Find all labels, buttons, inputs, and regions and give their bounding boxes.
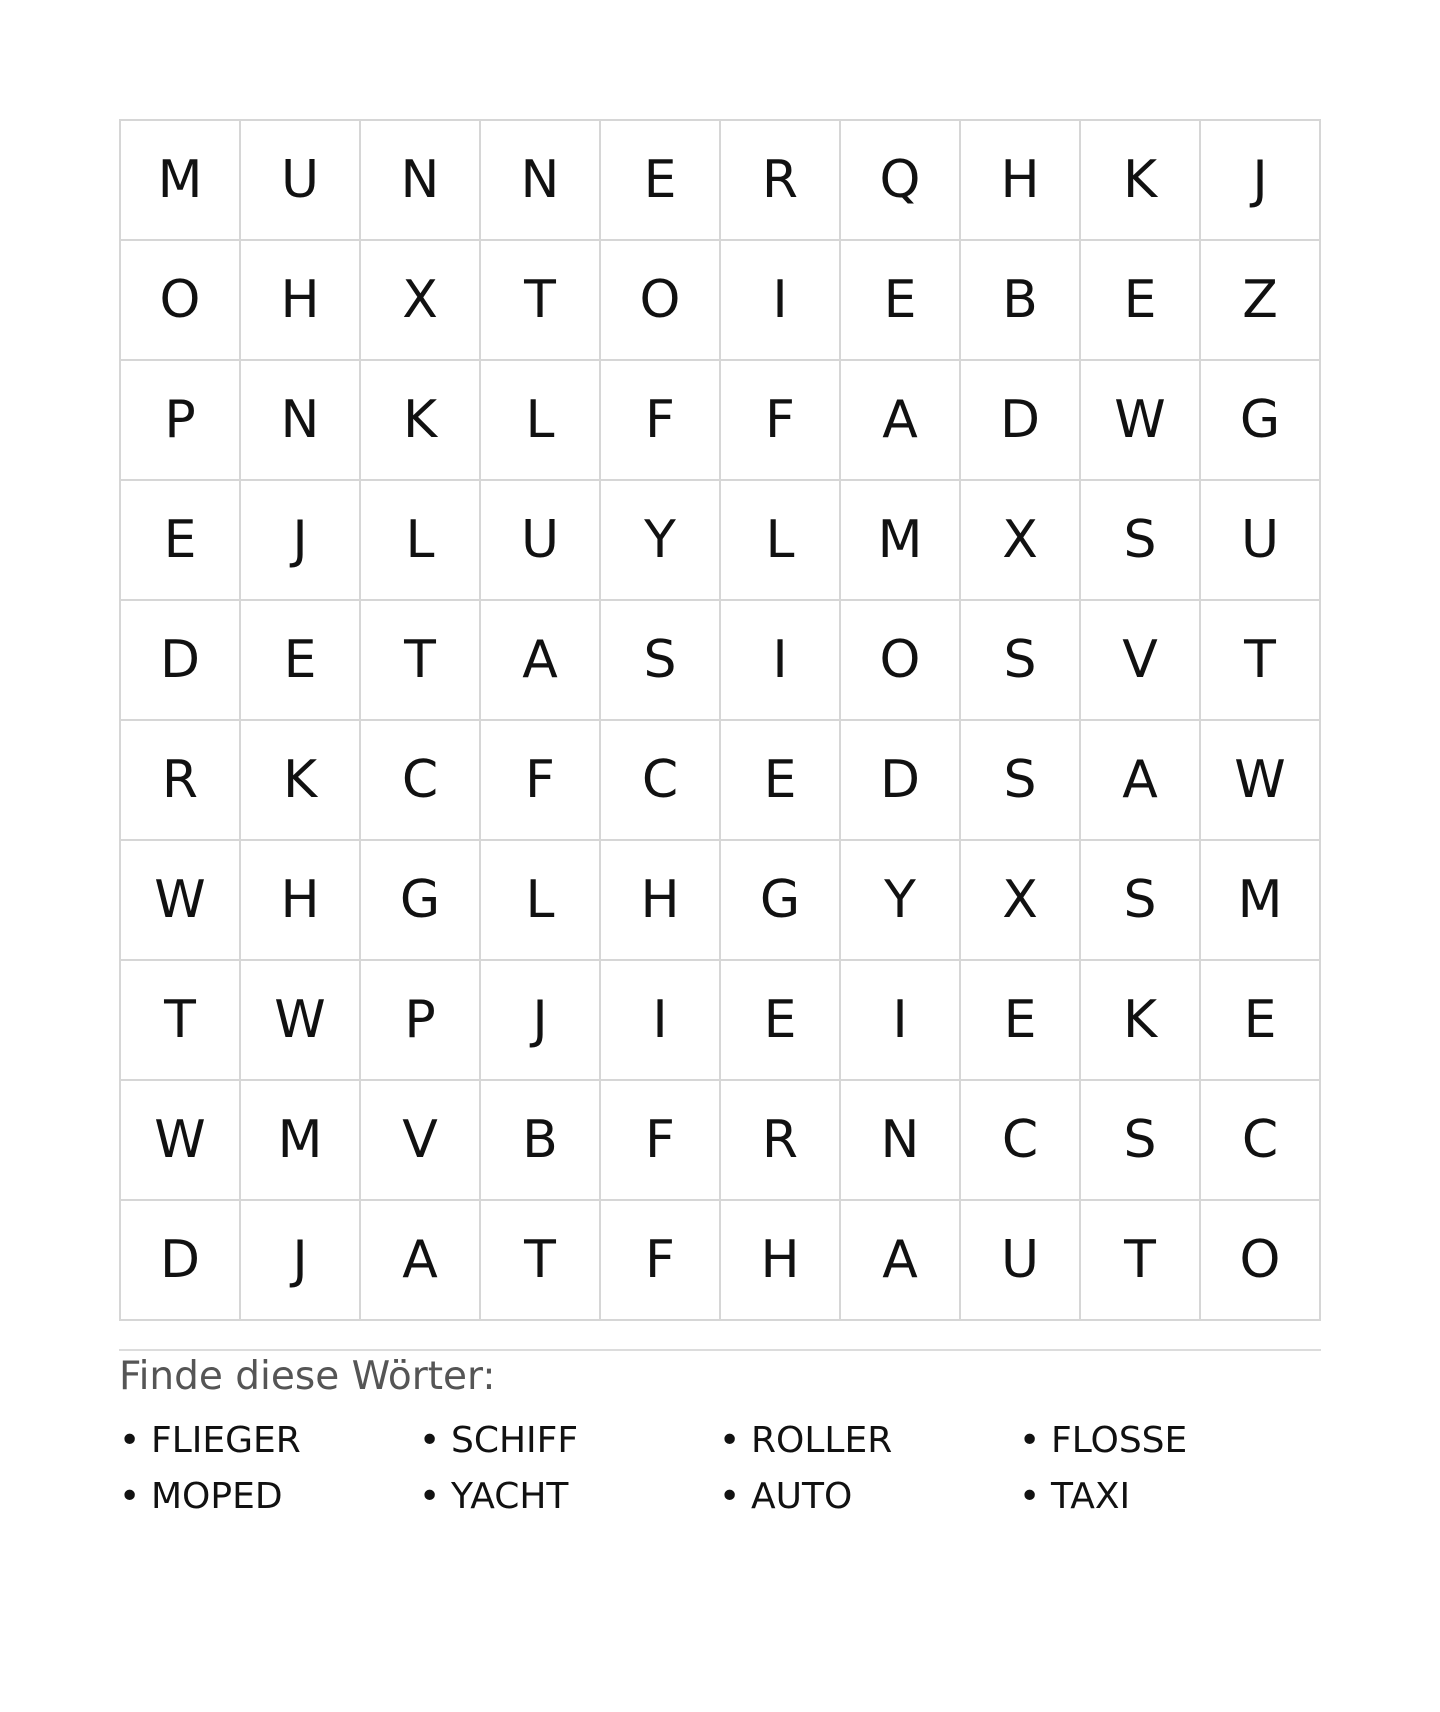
word-label: TAXI bbox=[1051, 1476, 1131, 1517]
grid-cell[interactable]: U bbox=[1201, 481, 1321, 601]
grid-cell[interactable]: N bbox=[241, 361, 361, 481]
grid-cell[interactable]: N bbox=[361, 121, 481, 241]
grid-cell[interactable]: Z bbox=[1201, 241, 1321, 361]
grid-cell[interactable]: M bbox=[121, 121, 241, 241]
grid-cell[interactable]: J bbox=[1201, 121, 1321, 241]
grid-cell[interactable]: E bbox=[241, 601, 361, 721]
word-label: FLIEGER bbox=[151, 1420, 301, 1461]
grid-cell[interactable]: K bbox=[1081, 121, 1201, 241]
grid-cell[interactable]: H bbox=[601, 841, 721, 961]
grid-cell[interactable]: A bbox=[361, 1201, 481, 1321]
grid-cell[interactable]: E bbox=[841, 241, 961, 361]
grid-cell[interactable]: S bbox=[961, 721, 1081, 841]
grid-cell[interactable]: E bbox=[961, 961, 1081, 1081]
grid-cell[interactable]: T bbox=[121, 961, 241, 1081]
grid-cell[interactable]: X bbox=[361, 241, 481, 361]
bullet-icon: • bbox=[119, 1476, 141, 1517]
grid-cell[interactable]: C bbox=[601, 721, 721, 841]
grid-cell[interactable]: I bbox=[601, 961, 721, 1081]
grid-cell[interactable]: T bbox=[1081, 1201, 1201, 1321]
grid-cell[interactable]: S bbox=[601, 601, 721, 721]
grid-cell[interactable]: H bbox=[721, 1201, 841, 1321]
grid-cell[interactable]: W bbox=[241, 961, 361, 1081]
grid-cell[interactable]: W bbox=[1201, 721, 1321, 841]
grid-cell[interactable]: L bbox=[721, 481, 841, 601]
grid-cell[interactable]: D bbox=[841, 721, 961, 841]
grid-cell[interactable]: J bbox=[241, 481, 361, 601]
grid-cell[interactable]: R bbox=[721, 121, 841, 241]
grid-cell[interactable]: C bbox=[361, 721, 481, 841]
word-list-item bbox=[419, 1413, 719, 1469]
grid-cell[interactable]: O bbox=[841, 601, 961, 721]
grid-cell[interactable]: V bbox=[361, 1081, 481, 1201]
grid-cell[interactable]: G bbox=[721, 841, 841, 961]
grid-cell[interactable]: P bbox=[121, 361, 241, 481]
grid-cell[interactable]: F bbox=[601, 1081, 721, 1201]
grid-cell[interactable]: T bbox=[481, 1201, 601, 1321]
grid-cell[interactable]: F bbox=[481, 721, 601, 841]
grid-cell[interactable]: O bbox=[601, 241, 721, 361]
grid-cell[interactable]: K bbox=[241, 721, 361, 841]
grid-cell[interactable]: U bbox=[481, 481, 601, 601]
grid-cell[interactable]: E bbox=[721, 961, 841, 1081]
word-label: ROLLER bbox=[751, 1420, 893, 1461]
grid-cell[interactable]: A bbox=[481, 601, 601, 721]
word-list-item bbox=[119, 1413, 419, 1469]
grid-cell[interactable]: V bbox=[1081, 601, 1201, 721]
grid-cell[interactable]: G bbox=[1201, 361, 1321, 481]
grid-cell[interactable]: W bbox=[121, 841, 241, 961]
grid-cell[interactable]: M bbox=[241, 1081, 361, 1201]
word-label: SCHIFF bbox=[451, 1420, 579, 1461]
letter-grid bbox=[119, 119, 1321, 1321]
grid-cell[interactable]: C bbox=[1201, 1081, 1321, 1201]
grid-cell[interactable]: S bbox=[1081, 481, 1201, 601]
grid-cell[interactable]: E bbox=[601, 121, 721, 241]
grid-cell[interactable]: N bbox=[841, 1081, 961, 1201]
grid-cell[interactable]: F bbox=[601, 361, 721, 481]
grid-cell[interactable]: E bbox=[721, 721, 841, 841]
grid-cell[interactable]: S bbox=[961, 601, 1081, 721]
word-label: YACHT bbox=[451, 1476, 569, 1517]
word-search-puzzle bbox=[119, 119, 1319, 1525]
grid-cell[interactable]: I bbox=[841, 961, 961, 1081]
word-list-item bbox=[1019, 1469, 1319, 1525]
grid-cell[interactable]: B bbox=[961, 241, 1081, 361]
grid-cell[interactable]: D bbox=[961, 361, 1081, 481]
grid-cell[interactable]: S bbox=[1081, 841, 1201, 961]
grid-cell[interactable]: A bbox=[841, 361, 961, 481]
bullet-icon: • bbox=[119, 1420, 141, 1461]
grid-cell[interactable]: W bbox=[1081, 361, 1201, 481]
grid-cell[interactable]: I bbox=[721, 601, 841, 721]
grid-cell[interactable]: T bbox=[361, 601, 481, 721]
grid-cell[interactable]: A bbox=[1081, 721, 1201, 841]
bullet-icon: • bbox=[419, 1420, 441, 1461]
grid-cell[interactable]: W bbox=[121, 1081, 241, 1201]
grid-cell[interactable]: R bbox=[721, 1081, 841, 1201]
grid-cell[interactable]: L bbox=[361, 481, 481, 601]
grid-cell[interactable]: H bbox=[961, 121, 1081, 241]
grid-cell[interactable]: E bbox=[1201, 961, 1321, 1081]
grid-cell[interactable]: L bbox=[481, 841, 601, 961]
grid-cell[interactable]: O bbox=[121, 241, 241, 361]
bullet-icon: • bbox=[1019, 1476, 1041, 1517]
word-list-title: Finde diese Wörter: bbox=[119, 1354, 496, 1399]
word-label: FLOSSE bbox=[1051, 1420, 1188, 1461]
grid-cell[interactable]: U bbox=[961, 1201, 1081, 1321]
grid-cell[interactable]: B bbox=[481, 1081, 601, 1201]
word-label: MOPED bbox=[151, 1476, 283, 1517]
word-label: AUTO bbox=[751, 1476, 853, 1517]
grid-cell[interactable]: N bbox=[481, 121, 601, 241]
divider bbox=[119, 1349, 1321, 1351]
grid-cell[interactable]: C bbox=[961, 1081, 1081, 1201]
bullet-icon: • bbox=[1019, 1420, 1041, 1461]
grid-cell[interactable]: S bbox=[1081, 1081, 1201, 1201]
grid-cell[interactable]: U bbox=[241, 121, 361, 241]
word-list-item bbox=[419, 1469, 719, 1525]
grid-cell[interactable]: G bbox=[361, 841, 481, 961]
grid-cell[interactable]: X bbox=[961, 481, 1081, 601]
grid-cell[interactable]: A bbox=[841, 1201, 961, 1321]
grid-cell[interactable]: R bbox=[121, 721, 241, 841]
bullet-icon: • bbox=[419, 1476, 441, 1517]
grid-cell[interactable]: Y bbox=[841, 841, 961, 961]
grid-cell[interactable]: K bbox=[361, 361, 481, 481]
grid-cell[interactable]: J bbox=[241, 1201, 361, 1321]
bullet-icon: • bbox=[719, 1476, 741, 1517]
grid-cell[interactable]: D bbox=[121, 601, 241, 721]
word-list-item bbox=[719, 1469, 1019, 1525]
word-list-item bbox=[719, 1413, 1019, 1469]
grid-cell[interactable]: E bbox=[121, 481, 241, 601]
grid-cell[interactable]: T bbox=[1201, 601, 1321, 721]
grid-cell[interactable]: I bbox=[721, 241, 841, 361]
word-list-item bbox=[119, 1469, 419, 1525]
word-list bbox=[119, 1413, 1319, 1525]
grid-cell[interactable]: H bbox=[241, 241, 361, 361]
word-list-item bbox=[1019, 1413, 1319, 1469]
grid-cell[interactable]: K bbox=[1081, 961, 1201, 1081]
grid-cell[interactable]: X bbox=[961, 841, 1081, 961]
grid-cell[interactable]: M bbox=[841, 481, 961, 601]
grid-cell[interactable]: M bbox=[1201, 841, 1321, 961]
grid-cell[interactable]: T bbox=[481, 241, 601, 361]
grid-cell[interactable]: P bbox=[361, 961, 481, 1081]
bullet-icon: • bbox=[719, 1420, 741, 1461]
grid-cell[interactable]: J bbox=[481, 961, 601, 1081]
grid-cell[interactable]: E bbox=[1081, 241, 1201, 361]
grid-cell[interactable]: Y bbox=[601, 481, 721, 601]
grid-cell[interactable]: F bbox=[601, 1201, 721, 1321]
grid-cell[interactable]: H bbox=[241, 841, 361, 961]
grid-cell[interactable]: L bbox=[481, 361, 601, 481]
grid-cell[interactable]: Q bbox=[841, 121, 961, 241]
grid-cell[interactable]: F bbox=[721, 361, 841, 481]
grid-cell[interactable]: O bbox=[1201, 1201, 1321, 1321]
grid-cell[interactable]: D bbox=[121, 1201, 241, 1321]
